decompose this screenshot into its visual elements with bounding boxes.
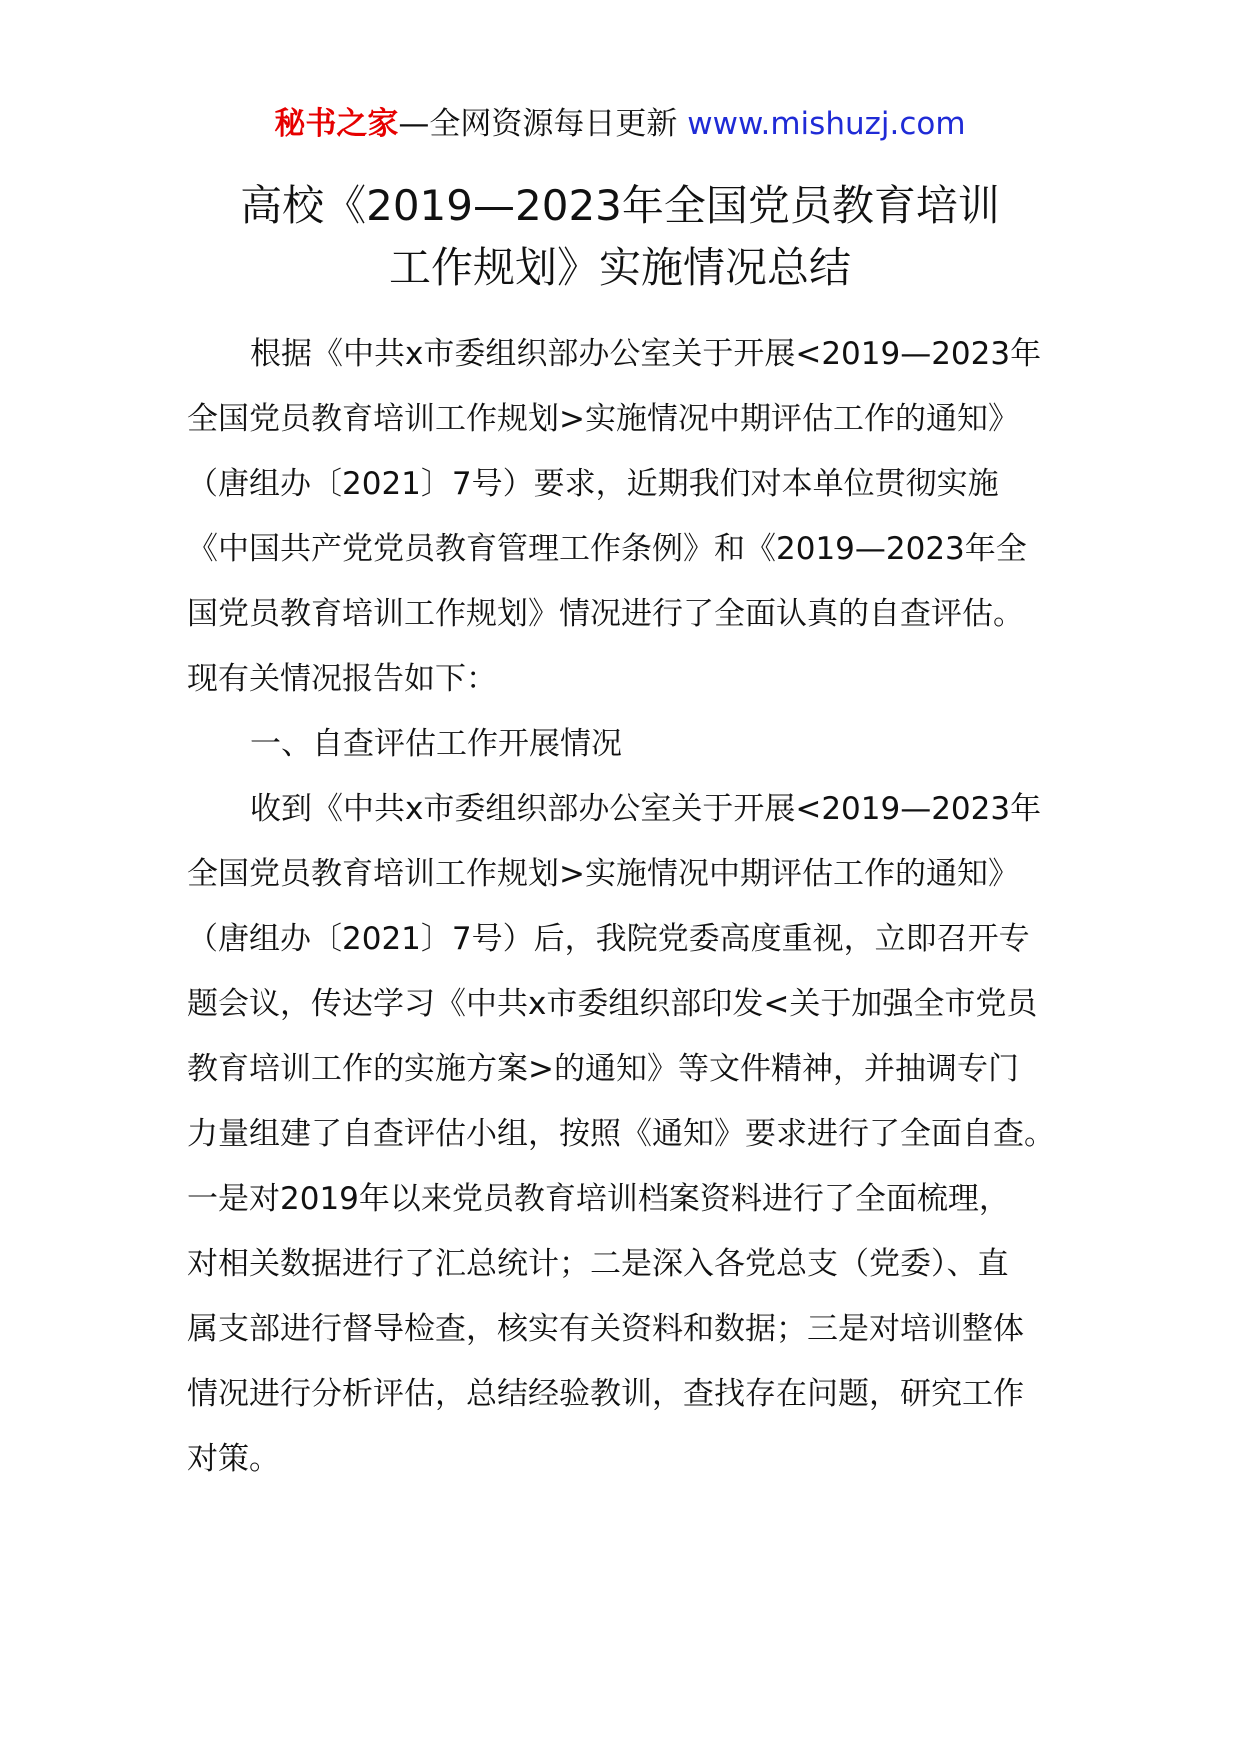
title-line-2: 工作规划》实施情况总结 (388, 243, 851, 292)
paragraph-1-line-6: 现有关情况报告如下： (187, 661, 497, 697)
document-body (187, 322, 1057, 1492)
site-header (0, 100, 1240, 148)
paragraph-2-line-7: 一是对2019年以来党员教育培训档案资料进行了全面梳理， (187, 1181, 1010, 1217)
site-url-link[interactable]: www.mishuzj.com (687, 106, 966, 142)
paragraph-1-line-1: 根据《中共x市委组织部办公室关于开展<2019—2023年 (250, 336, 1042, 372)
section-heading-1: 一、自查评估工作开展情况 (250, 726, 622, 762)
title-line-1: 高校《2019—2023年全国党员教育培训 (240, 181, 1000, 230)
paragraph-2-line-6: 力量组建了自查评估小组，按照《通知》要求进行了全面自查。 (187, 1116, 1055, 1152)
paragraph-2-line-3: （唐组办〔2021〕7号）后，我院党委高度重视，立即召开专 (187, 921, 1030, 957)
document-title (160, 175, 1080, 299)
paragraph-2-line-4: 题会议，传达学习《中共x市委组织部印发<关于加强全市党员 (187, 986, 1038, 1022)
paragraph-1-line-2: 全国党员教育培训工作规划>实施情况中期评估工作的通知》 (187, 401, 1019, 437)
paragraph-1-line-4: 《中国共产党党员教育管理工作条例》和《2019—2023年全 (187, 531, 1027, 567)
paragraph-1-line-5: 国党员教育培训工作规划》情况进行了全面认真的自查评估。 (187, 596, 1024, 632)
paragraph-2-line-10: 情况进行分析评估，总结经验教训，查找存在问题，研究工作 (187, 1376, 1024, 1412)
brand-name: 秘书之家 (274, 106, 399, 142)
paragraph-2-line-5: 教育培训工作的实施方案>的通知》等文件精神，并抽调专门 (187, 1051, 1019, 1087)
paragraph-2-line-8: 对相关数据进行了汇总统计；二是深入各党总支（党委）、直 (187, 1246, 1009, 1282)
paragraph-2-line-2: 全国党员教育培训工作规划>实施情况中期评估工作的通知》 (187, 856, 1019, 892)
paragraph-2-line-11: 对策。 (187, 1441, 280, 1477)
header-tagline: —全网资源每日更新 (398, 106, 688, 142)
paragraph-2-line-9: 属支部进行督导检查，核实有关资料和数据；三是对培训整体 (187, 1311, 1024, 1347)
paragraph-2-line-1: 收到《中共x市委组织部办公室关于开展<2019—2023年 (250, 791, 1042, 827)
paragraph-1-line-3: （唐组办〔2021〕7号）要求，近期我们对本单位贯彻实施 (187, 466, 999, 502)
